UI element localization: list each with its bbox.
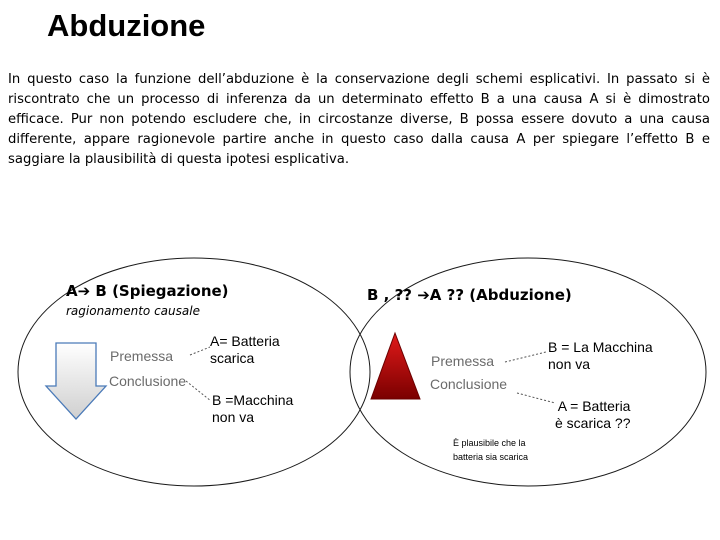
right-cause-line1: A = Batteria xyxy=(557,398,631,414)
right-heading-rest: A ?? (Abduzione) xyxy=(429,286,572,304)
right-note-line2: batteria sia scarica xyxy=(453,452,529,462)
connector-conclusione-effect xyxy=(186,381,211,401)
connector-premessa-effect xyxy=(505,352,546,362)
left-conclusione-label: Conclusione xyxy=(109,373,187,389)
left-effect-text xyxy=(212,392,293,426)
left-heading-a: A xyxy=(66,282,78,300)
left-premessa-label: Premessa xyxy=(110,348,174,364)
left-cause-text xyxy=(210,333,280,367)
right-effect-line2: non va xyxy=(548,356,591,372)
right-heading xyxy=(367,286,572,304)
right-effect-text xyxy=(548,339,653,373)
page-title: Abduzione xyxy=(47,8,206,43)
left-effect-line2: non va xyxy=(212,409,255,425)
up-triangle-icon xyxy=(371,333,420,399)
left-cause-line2: scarica xyxy=(210,350,255,366)
down-arrow-icon xyxy=(46,343,106,419)
left-effect-line1: B =Macchina xyxy=(212,392,294,408)
right-heading-prefix: B , ?? xyxy=(367,286,412,304)
left-heading-rest: B (Spiegazione) xyxy=(95,282,229,300)
right-conclusione-label: Conclusione xyxy=(430,376,508,392)
right-arrow-icon-2: ➔ xyxy=(417,286,430,304)
right-premessa-label: Premessa xyxy=(431,353,495,369)
right-note-text xyxy=(453,436,528,464)
right-note-line1: È plausibile che la xyxy=(453,438,526,448)
connector-conclusione-cause xyxy=(517,393,555,403)
right-arrow-icon: ➔ xyxy=(77,282,91,300)
left-cause-line1: A= Batteria xyxy=(210,333,280,349)
intro-paragraph: In questo caso la funzione dell’abduzione è la conservazione degli schemi esplicativi. In passato si è riscontrato che un processo di inferenza da un determinato effetto B a una causa A si è dimostrato efficace. Pur non potendo escludere che, in circostanze diverse, B possa essere dovuto a una causa differente, appare ragionevole partire anche in questo caso dalla causa A per spiegare l’effetto B e saggiare la plausibilità di questa ipotesi esplicativa. xyxy=(8,72,710,167)
right-effect-line1: B = La Macchina xyxy=(548,339,653,355)
right-cause-text xyxy=(555,398,630,432)
left-subtitle: ragionamento causale xyxy=(66,304,200,318)
left-heading xyxy=(66,282,229,300)
right-cause-line2: è scarica ?? xyxy=(555,415,631,431)
connector-premessa-cause xyxy=(190,347,210,355)
